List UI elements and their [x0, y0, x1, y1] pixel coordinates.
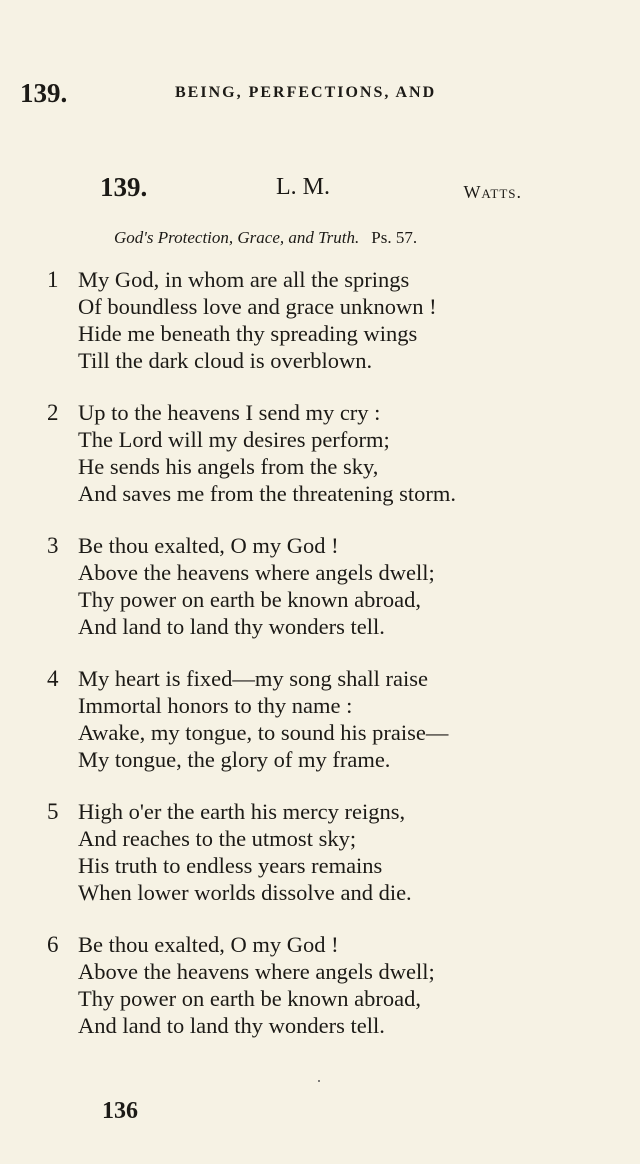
verse-line: And land to land thy wonders tell.: [78, 614, 385, 639]
folio-page-number: 136: [102, 1098, 138, 1124]
verse-line: Immortal honors to thy name :: [78, 693, 353, 718]
stanza-number: 1: [47, 267, 59, 292]
verse-line: Awake, my tongue, to sound his praise—: [78, 720, 449, 745]
stanza: [0, 931, 640, 1039]
hymn-subtitle: [114, 228, 417, 248]
stanza: [0, 532, 640, 640]
hymn-meter: L. M.: [276, 174, 330, 200]
verse-line: My tongue, the glory of my frame.: [78, 747, 391, 772]
ink-speck: [318, 1080, 320, 1082]
stanza-number: 5: [47, 799, 59, 824]
verse-line: My God, in whom are all the springs: [78, 267, 410, 292]
verse-line: And land to land thy wonders tell.: [78, 1013, 385, 1038]
verse-line: The Lord will my desires perform;: [78, 427, 390, 452]
verse-line: Of boundless love and grace unknown !: [78, 294, 437, 319]
verse-line: Be thou exalted, O my God !: [78, 533, 339, 558]
verse-line: And reaches to the utmost sky;: [78, 826, 357, 851]
verse-line: Above the heavens where angels dwell;: [78, 959, 435, 984]
hymn-header: [100, 172, 522, 206]
stanza-number: 4: [47, 666, 59, 691]
running-head-number: 139.: [20, 78, 68, 108]
verse-line: Be thou exalted, O my God !: [78, 932, 339, 957]
verse-line: Till the dark cloud is overblown.: [78, 348, 373, 373]
hymn-number: 139.: [100, 172, 148, 202]
verse-line: My heart is fixed—my song shall raise: [78, 666, 428, 691]
scripture-reference: Ps. 57.: [371, 228, 418, 247]
verse-line: Thy power on earth be known abroad,: [78, 986, 422, 1011]
verse-line: He sends his angels from the sky,: [78, 454, 379, 479]
stanza: [0, 399, 640, 507]
stanza-number: 3: [47, 533, 59, 558]
verse-line: Thy power on earth be known abroad,: [78, 587, 422, 612]
verse-line: And saves me from the threatening storm.: [78, 481, 457, 506]
stanza-number: 2: [47, 400, 59, 425]
stanza: [0, 266, 640, 374]
stanza: [0, 665, 640, 773]
stanza: [0, 798, 640, 906]
stanza-number: 6: [47, 932, 59, 957]
hymn-subtitle-text: God's Protection, Grace, and Truth.: [114, 228, 360, 247]
verse-line: Hide me beneath thy spreading wings: [78, 321, 418, 346]
stanza-list: [0, 266, 640, 1064]
verse-line: Up to the heavens I send my cry :: [78, 400, 381, 425]
verse-line: High o'er the earth his mercy reigns,: [78, 799, 406, 824]
verse-line: When lower worlds dissolve and die.: [78, 880, 412, 905]
verse-line: His truth to endless years remains: [78, 853, 383, 878]
running-head-title: BEING, PERFECTIONS, AND: [175, 84, 437, 101]
running-head: [20, 78, 620, 112]
hymn-author: Watts.: [463, 182, 522, 202]
verse-line: Above the heavens where angels dwell;: [78, 560, 435, 585]
